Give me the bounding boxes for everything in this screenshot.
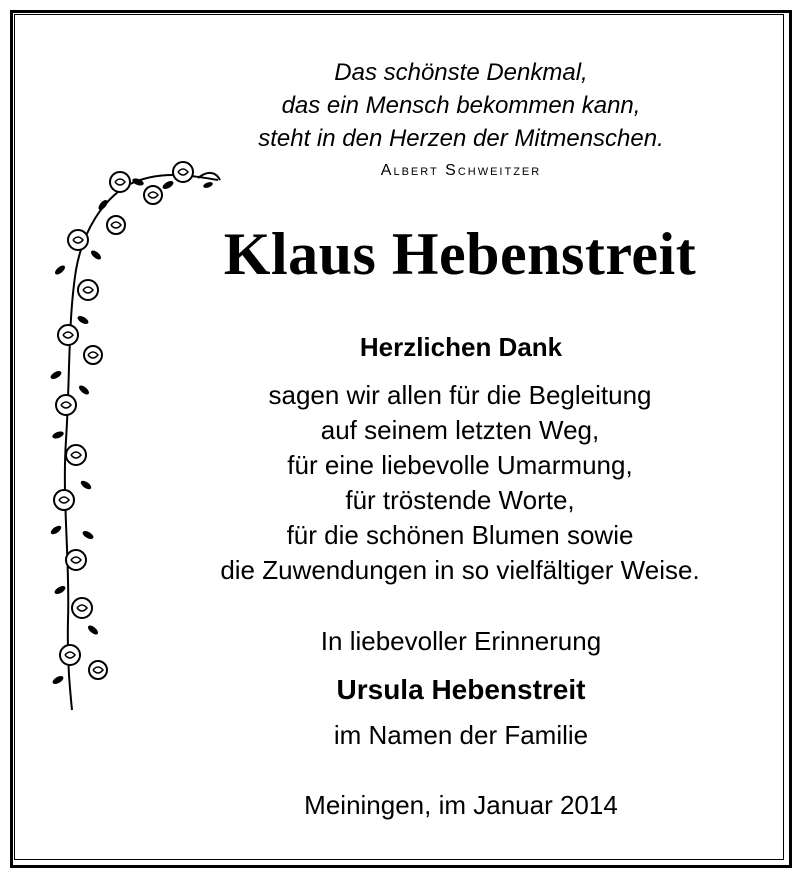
place-date: Meiningen, im Januar 2014 (304, 790, 618, 820)
quote-line: das ein Mensch bekommen kann, (281, 92, 641, 119)
quote-author: Albert Schweitzer (380, 162, 542, 179)
thanks-line: auf seinem letzten Weg, (320, 415, 600, 445)
quote-line: Das schönste Denkmal, (334, 59, 588, 86)
thanks-line: die Zuwendungen in so vielfältiger Weise. (220, 555, 700, 585)
thanks-line: für die schönen Blumen sowie (286, 520, 634, 550)
quote-line: steht in den Herzen der Mitmenschen. (258, 125, 664, 152)
thanks-heading: Herzlichen Dank (359, 332, 563, 362)
epigraph-quote (170, 56, 752, 155)
signer-name: Ursula Hebenstreit (336, 674, 586, 705)
thanks-text (160, 378, 760, 588)
thanks-line: für eine liebevolle Umarmung, (287, 450, 633, 480)
thanks-line: für tröstende Worte, (345, 485, 575, 515)
thanks-line: sagen wir allen für die Begleitung (268, 380, 652, 410)
family-line: im Namen der Familie (333, 720, 589, 750)
memory-line: In liebevoller Erinnerung (320, 626, 602, 656)
deceased-name: Klaus Hebenstreit (223, 221, 697, 287)
